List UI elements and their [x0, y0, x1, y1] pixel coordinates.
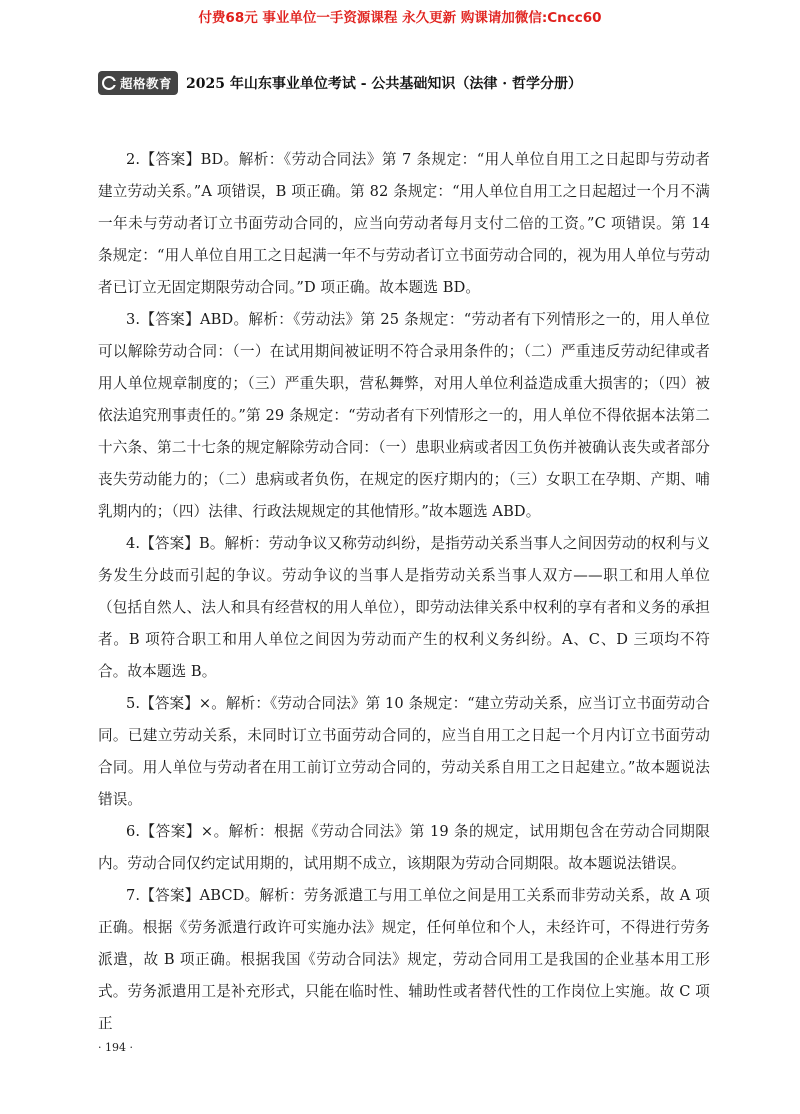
header-title: 2025 年山东事业单位考试 - 公共基础知识（法律 · 哲学分册） [186, 76, 583, 92]
publisher-logo [98, 71, 178, 95]
page-header [98, 70, 582, 96]
answer-paragraph-7: 7.【答案】ABCD。解析：劳务派遣工与用工单位之间是用工关系而非劳动关系，故 A 项正确。根据《劳务派遣行政许可实施办法》规定，任何单位和个人，未经许可，不得进行劳务派遣，故 B 项正确。根据我国《劳动合同法》规定，劳动合同用工是我国的企业基本用工形式。劳务派遣用工是补充形式，只能在临时性、辅助性或者替代性的工作岗位上实施。故 C 项正 [98, 887, 710, 1032]
logo-icon [102, 76, 116, 90]
answer-paragraph-2: 2.【答案】BD。解析：《劳动合同法》第 7 条规定：“用人单位自用工之日起即与劳动者建立劳动关系。”A 项错误，B 项正确。第 82 条规定：“用人单位自用工之日起超过一个月不满一年未与劳动者订立书面劳动合同的，应当向劳动者每月支付二倍的工资。”C 项错误。第 14 条规定：“用人单位自用工之日起满一年不与劳动者订立书面劳动合同的，视为用人单位与劳动者已订立无固定期限劳动合同。”D 项正确。故本题选 BD。 [98, 151, 710, 296]
answer-paragraph-4: 4.【答案】B。解析：劳动争议又称劳动纠纷，是指劳动关系当事人之间因劳动的权利与义务发生分歧而引起的争议。劳动争议的当事人是指劳动关系当事人双方——职工和用人单位（包括自然人、法人和具有经营权的用人单位），即劳动法律关系中权利的享有者和义务的承担者。B 项符合职工和用人单位之间因为劳动而产生的权利义务纠纷。A、C、D 三项均不符合。故本题选 B。 [98, 535, 710, 680]
logo-text: 超格教育 [120, 76, 173, 91]
page-number: · 194 · [98, 1041, 133, 1054]
answer-paragraph-3: 3.【答案】ABD。解析：《劳动法》第 25 条规定：“劳动者有下列情形之一的，用人单位可以解除劳动合同：（一）在试用期间被证明不符合录用条件的；（二）严重违反劳动纪律或者用人单位规章制度的；（三）严重失职，营私舞弊，对用人单位利益造成重大损害的；（四）被依法追究刑事责任的。”第 29 条规定：“劳动者有下列情形之一的，用人单位不得依据本法第二十六条、第二十七条的规定解除劳动合同：（一）患职业病或者因工负伤并被确认丧失或者部分丧失劳动能力的；（二）患病或者负伤，在规定的医疗期内的；（三）女职工在孕期、产期、哺乳期内的；（四）法律、行政法规规定的其他情形。”故本题选 ABD。 [98, 311, 710, 520]
watermark-banner: 付费68元 事业单位一手资源课程 永久更新 购课请加微信:Cncc60 [198, 10, 602, 26]
answer-paragraph-6: 6.【答案】×。解析：根据《劳动合同法》第 19 条的规定，试用期包含在劳动合同期限内。劳动合同仅约定试用期的，试用期不成立，该期限为劳动合同期限。故本题说法错误。 [98, 823, 710, 872]
answer-paragraph-5: 5.【答案】×。解析：《劳动合同法》第 10 条规定：“建立劳动关系，应当订立书面劳动合同。已建立劳动关系，未同时订立书面劳动合同的，应当自用工之日起一个月内订立书面劳动合同。用人单位与劳动者在用工前订立劳动合同的，劳动关系自用工之日起建立。”故本题说法错误。 [98, 695, 710, 808]
answer-content [98, 144, 710, 1040]
